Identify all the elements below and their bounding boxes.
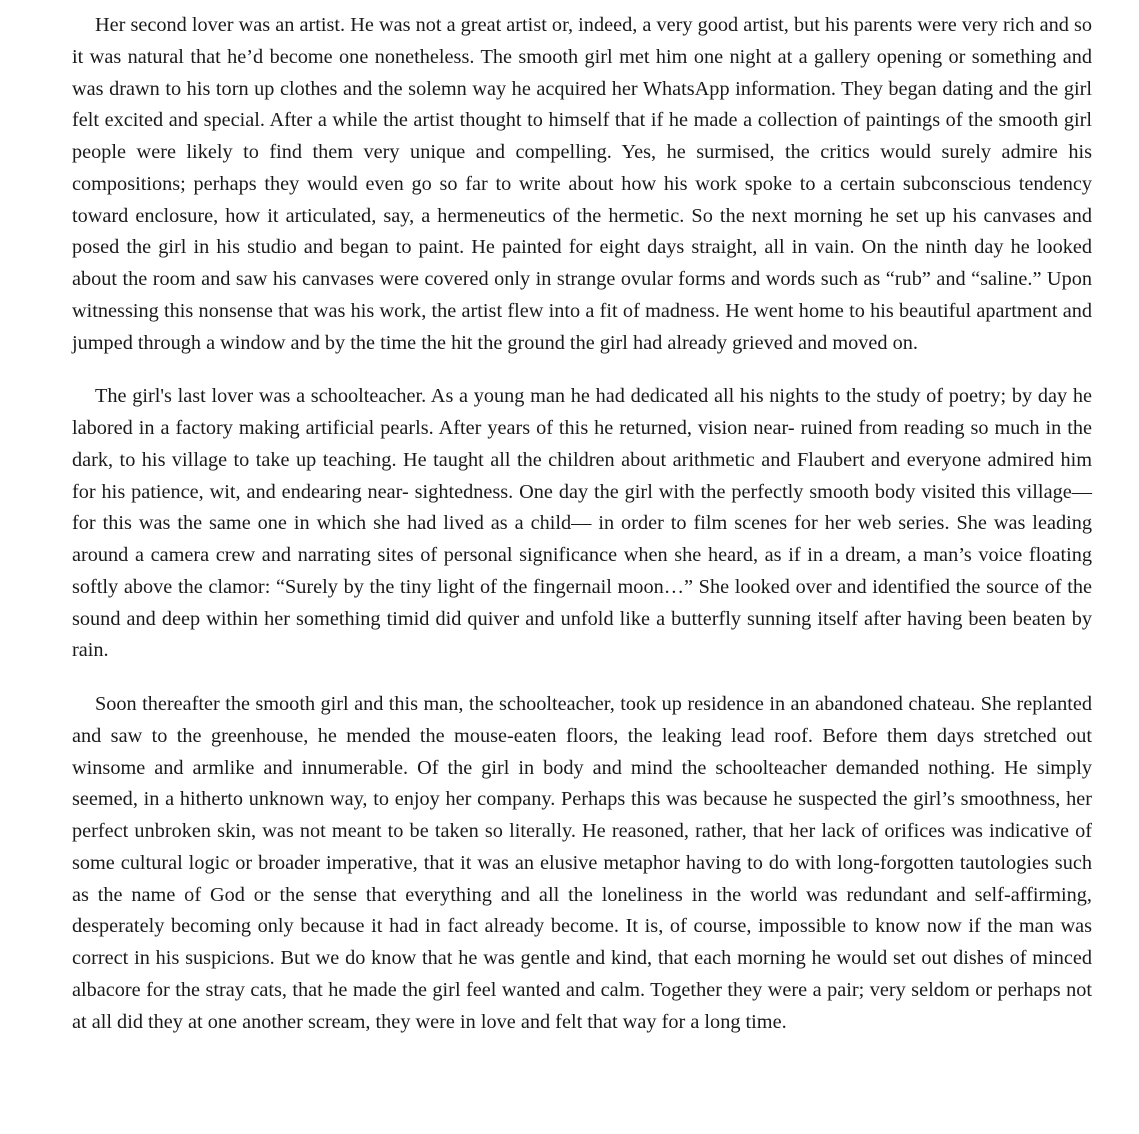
paragraph-artist: Her second lover was an artist. He was not a great artist or, indeed, a very good artist, but his parents were very rich and so it was natural that he’d become one nonetheless. The smooth girl met him one night at a gallery opening or something and was drawn to his torn up clothes and the solemn way he acquired her WhatsApp information. They began dating and the girl felt excited and special. After a while the artist thought to himself that if he made a collection of paintings of the smooth girl people were likely to find them very unique and compelling. Yes, he surmised, the critics would surely admire his compositions; perhaps they would even go so far to write about how his work spoke to a certain subconscious tendency toward enclosure, how it articulated, say, a hermeneutics of the hermetic. So the next morning he set up his canvases and posed the girl in his studio and began to paint. He painted for eight days straight, all in vain. On the ninth day he looked about the room and saw his canvases were covered only in strange ovular forms and words such as “rub” and “saline.” Upon witnessing this nonsense that was his work, the artist flew into a fit of madness. He went home to his beautiful apartment and jumped through a window and by the time the hit the ground the girl had already grieved and moved on. (72, 14, 1092, 354)
paragraph-schoolteacher: The girl's last lover was a schoolteacher. As a young man he had dedicated all his nights to the study of poetry; by day he labored in a factory making artificial pearls. After years of this he returned, vision near- ruined from reading so much in the dark, to his village to take up teaching. He taught all the children about arithmetic and Flaubert and everyone admired him for his patience, wit, and endearing near- sightedness. One day the girl with the perfectly smooth body visited this village—for this was the same one in which she had lived as a child— in order to film scenes for her web series. She was leading around a camera crew and narrating sites of personal significance when she heard, as if in a dream, a man’s voice floating softly above the clamor: “Surely by the tiny light of the fingernail moon…” She looked over and identified the source of the sound and deep within her something timid did quiver and unfold like a butterfly sunning itself after having been beaten by rain. (72, 385, 1092, 662)
paragraph-chateau: Soon thereafter the smooth girl and this man, the schoolteacher, took up residence in an abandoned chateau. She replanted and saw to the greenhouse, he mended the mouse-eaten floors, the leaking lead roof. Before them days stretched out winsome and armlike and innumerable. Of the girl in body and mind the schoolteacher demanded nothing. He simply seemed, in a hitherto unknown way, to enjoy her company. Perhaps this was because he suspected the girl’s smoothness, her perfect unbroken skin, was not meant to be taken so literally. He reasoned, rather, that her lack of orifices was indicative of some cultural logic or broader imperative, that it was an elusive metaphor having to do with long-forgotten tautologies such as the name of God or the sense that everything and all the loneliness in the world was redundant and self-affirming, desperately becoming only because it had in fact already become. It is, of course, impossible to know now if the man was correct in his suspicions. But we do know that he was gentle and kind, that each morning he would set out dishes of minced albacore for the stray cats, that he made the girl feel wanted and calm. Together they were a pair; very seldom or perhaps not at all did they at one another scream, they were in love and felt that way for a long time. (72, 693, 1092, 1033)
